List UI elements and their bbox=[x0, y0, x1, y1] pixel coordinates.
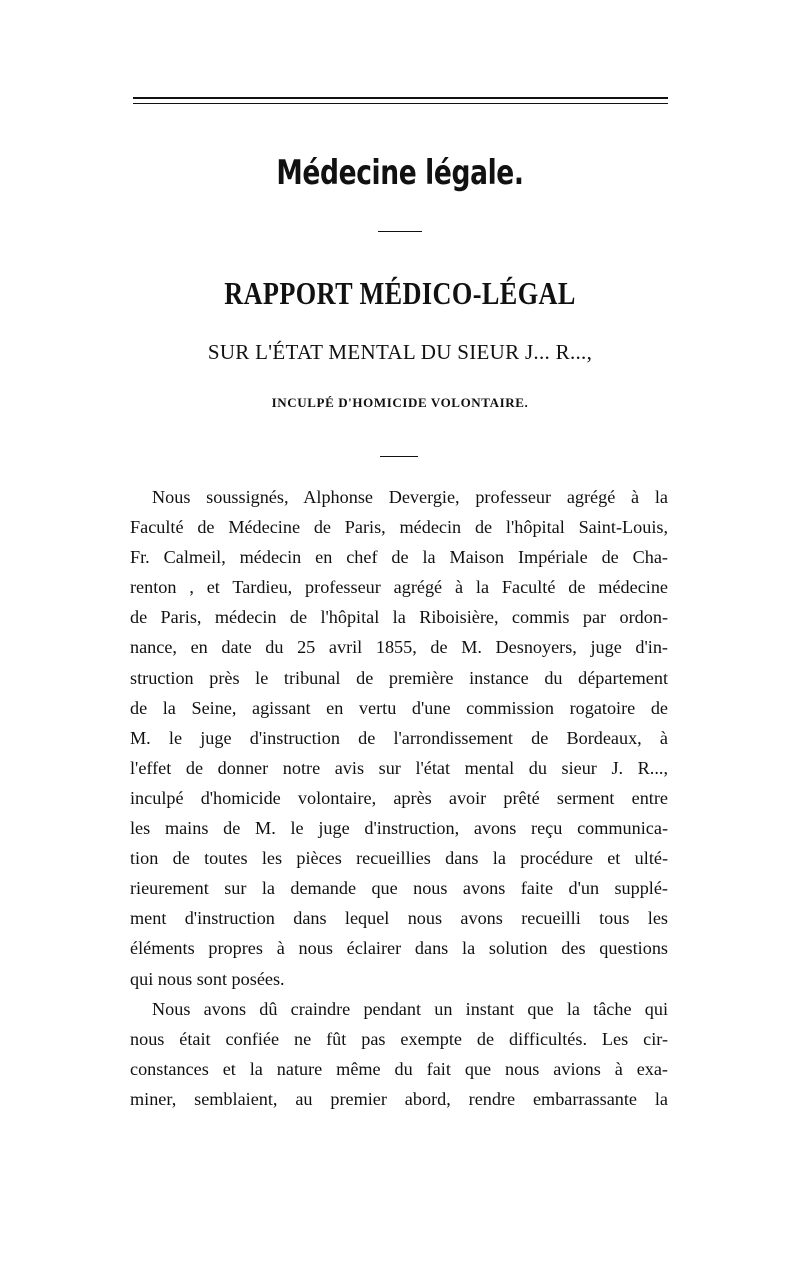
top-rule-thin bbox=[133, 103, 668, 104]
body-line: de Paris, médecin de l'hôpital la Riboisière, commis par ordon- bbox=[130, 607, 668, 628]
body-line: rieurement sur la demande que nous avons faite d'un supplé- bbox=[130, 878, 668, 899]
body-line: tion de toutes les pièces recueillies dans la procédure et ulté- bbox=[130, 848, 668, 869]
section-title: Médecine légale. bbox=[276, 153, 524, 193]
body-line: Nous avons dû craindre pendant un instant que la tâche qui bbox=[152, 998, 668, 1019]
body-line: Faculté de Médecine de Paris, médecin de l'hôpital Saint-Louis, bbox=[130, 517, 668, 538]
report-title: RAPPORT MÉDICO-LÉGAL bbox=[224, 275, 576, 311]
body-line: renton , et Tardieu, professeur agrégé à la Faculté de médecine bbox=[130, 577, 668, 598]
body-line: les mains de M. le juge d'instruction, avons reçu communica- bbox=[130, 818, 668, 839]
body-line: qui nous sont posées. bbox=[130, 968, 285, 989]
separator-rule bbox=[380, 456, 418, 457]
body-line: constances et la nature même du fait que nous avions à exa- bbox=[130, 1058, 668, 1079]
body-line: Nous soussignés, Alphonse Devergie, professeur agrégé à la bbox=[152, 487, 668, 507]
report-subtitle: SUR L'ÉTAT MENTAL DU SIEUR J... R..., bbox=[207, 340, 593, 364]
separator-rule bbox=[378, 231, 422, 232]
report-inculpe-line: INCULPÉ D'HOMICIDE VOLONTAIRE. bbox=[271, 395, 529, 410]
body-line: ment d'instruction dans lequel nous avons recueilli tous les bbox=[130, 908, 668, 929]
body-line: nance, en date du 25 avril 1855, de M. Desnoyers, juge d'in- bbox=[130, 637, 668, 658]
body-line: l'effet de donner notre avis sur l'état mental du sieur J. R..., bbox=[130, 757, 668, 778]
body-line: Fr. Calmeil, médecin en chef de la Maison Impériale de Cha- bbox=[130, 547, 668, 568]
body-text bbox=[130, 482, 668, 1114]
body-line: miner, semblaient, au premier abord, rendre embarrassante la bbox=[130, 1088, 668, 1109]
body-line: de la Seine, agissant en vertu d'une commission rogatoire de bbox=[130, 697, 668, 718]
body-line: M. le juge d'instruction de l'arrondissement de Bordeaux, à bbox=[130, 727, 668, 748]
body-line: éléments propres à nous éclairer dans la solution des questions bbox=[130, 938, 668, 959]
body-line: nous était confiée ne fût pas exempte de difficultés. Les cir- bbox=[130, 1028, 668, 1049]
body-line: struction près le tribunal de première instance du département bbox=[130, 667, 668, 688]
top-rule-thick bbox=[133, 97, 668, 99]
body-line: inculpé d'homicide volontaire, après avoir prêté serment entre bbox=[130, 787, 668, 808]
